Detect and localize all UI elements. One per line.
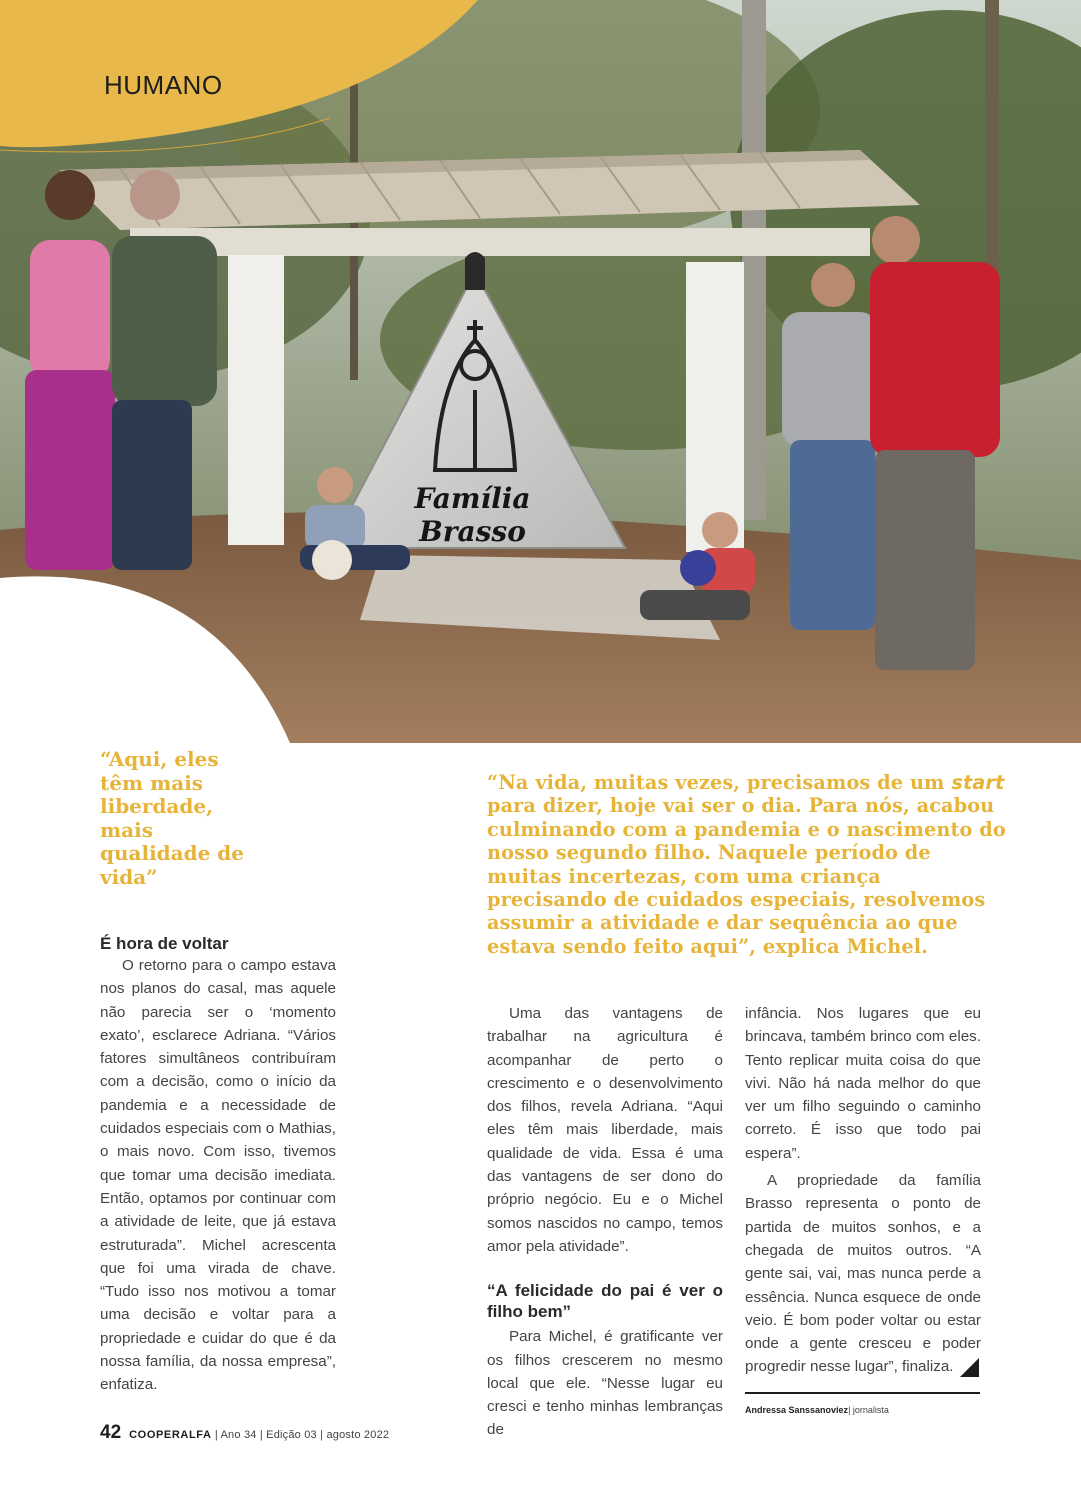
main-quote-italic: start — [951, 771, 1005, 794]
side-pull-quote: “Aqui, eles têm mais liberdade, mais qualidade de vida” — [100, 747, 245, 889]
page-footer — [100, 1422, 389, 1444]
article-column-3 — [745, 1002, 981, 1379]
column2-paragraph1: Uma das vantagens de trabalhar na agricultura é acompanhar de perto o crescimento e o desenvolvimento dos filhos, revela Adriana. “Aqui eles têm mais liberdade, mais qualidade de vida. Essa é uma das vantagens de ser dono do próprio negócio. Eu e o Michel somos nascidos no campo, temos amor pela atividade”. — [487, 1005, 723, 1255]
column2-heading: “A felicidade do pai é ver o filho bem” — [487, 1281, 723, 1322]
issue-details: | Ano 34 | Edição 03 | agosto 2022 — [214, 1429, 390, 1441]
family-photo — [0, 0, 1081, 743]
byline — [745, 1405, 889, 1415]
sign-text: Família Brasso — [414, 482, 531, 548]
folio — [129, 1429, 389, 1441]
column3-paragraph1: infância. Nos lugares que eu brincava, também brinco com eles. Tento replicar muita coisa do que vivi. Não há nada melhor do que ver um filho seguindo o caminho correto. É isso que todo pai espera”. — [745, 1005, 981, 1162]
page-number: 42 — [100, 1422, 122, 1443]
main-pull-quote — [487, 771, 1007, 958]
main-quote-part1: “Na vida, muitas vezes, precisamos de um — [487, 771, 952, 794]
end-of-article-mark — [960, 1358, 979, 1377]
column3-paragraph2: A propriedade da família Brasso representa o ponto de partida de muitos sonhos, e a chegada de muitos outros. “A gente sai, vai, mas nunca perde a essência. Nunca esquece de onde veio. É bom poder voltar ou estar onde a gente cresceu e poder progredir nesse lugar”, finaliza. — [745, 1172, 981, 1376]
byline-rule — [745, 1392, 980, 1394]
article-column-1 — [100, 933, 336, 1397]
column1-heading: É hora de voltar — [100, 934, 229, 953]
column1-paragraph: O retorno para o campo estava nos planos do casal, mas aquele não parecia ser o ‘momento exato’, esclarece Adriana. “Vários fatores simultâneos contribuíram com a decisão, como o início da pandemia e a necessidade de cuidados especiais com o Mathias, o mais novo. Com isso, tivemos que tomar uma decisão imediata. Então, optamos por continuar com a atividade de leite, que já estava estruturada”. Michel acrescenta que foi uma virada de chave. “Tudo isso nos motivou a tomar uma decisão e voltar para a propriedade e cuidar do que é da nossa família, da nossa empresa”, enfatiza. — [100, 957, 336, 1394]
magazine-name: COOPERALFA — [129, 1429, 212, 1441]
byline-role: | jornalista — [848, 1405, 889, 1415]
column2-paragraph2: Para Michel, é gratificante ver os filhos crescerem no mesmo local que ele. “Nesse lugar eu cresci e tenho minhas lembranças de — [487, 1328, 723, 1439]
byline-name: Andressa Sanssanoviez — [745, 1405, 849, 1415]
article-column-2 — [487, 1002, 723, 1442]
main-quote-part2: para dizer, hoje vai ser o dia. Para nós, acabou culminando com a pandemia e o nascimento do nosso segundo filho. Naquele período de muitas incertezas, com uma criança precisando de cuidados especiais, resolvemos assumir a atividade e dar sequência ao que estava sendo feito aqui”, explica Michel. — [487, 794, 1006, 958]
section-tag: HUMANO — [104, 70, 223, 100]
